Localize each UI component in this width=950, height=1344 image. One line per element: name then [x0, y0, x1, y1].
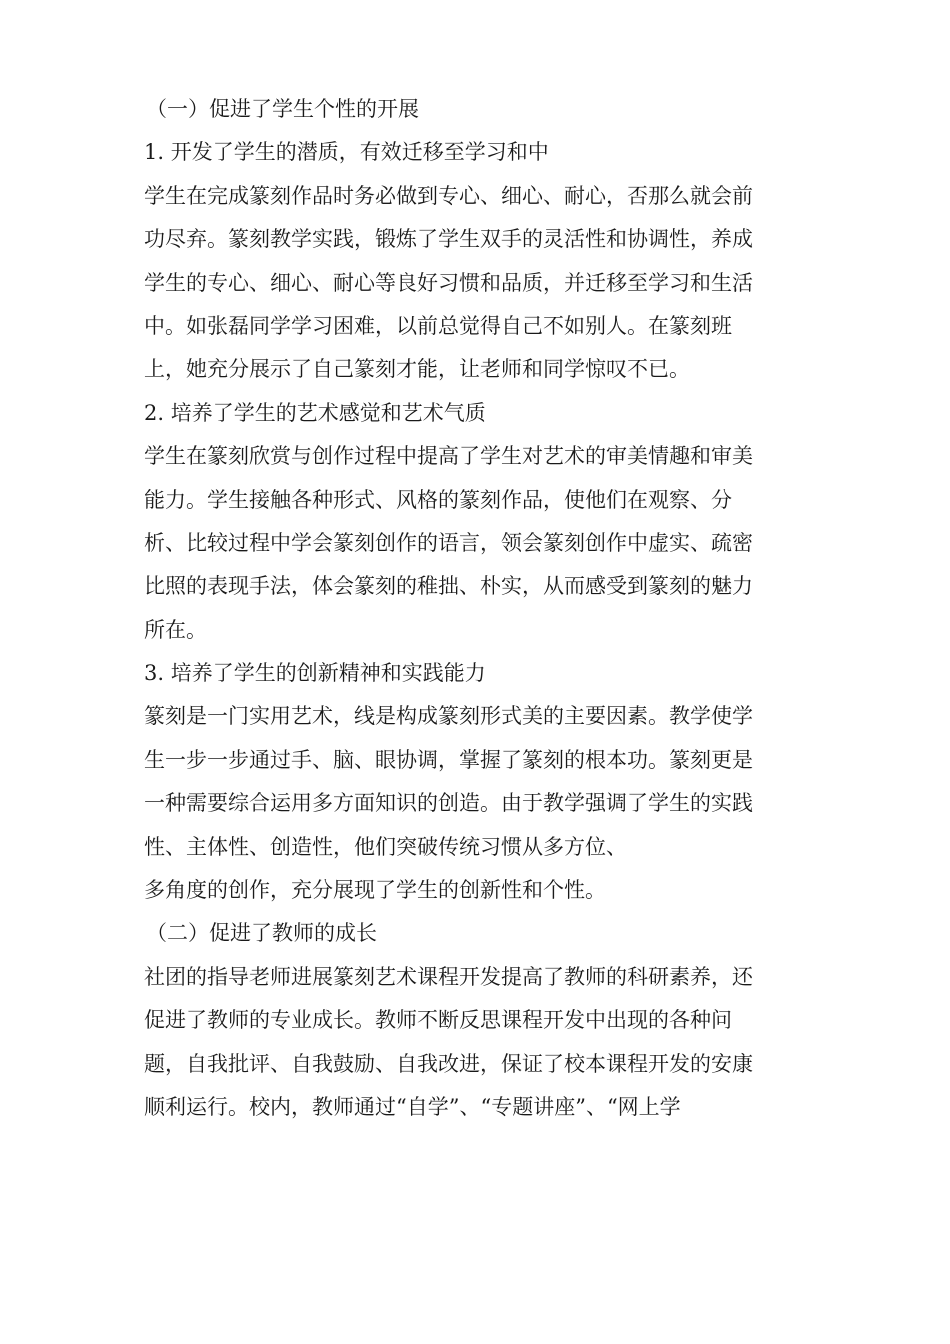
subheading-2: 2. 培养了学生的艺术感觉和艺术气质 — [144, 400, 486, 425]
paragraph-line: 学生在篆刻欣赏与创作过程中提高了学生对艺术的审美情趣和审美 — [144, 444, 753, 469]
paragraph-line: 能力。学生接触各种形式、风格的篆刻作品，使他们在观察、分 — [144, 487, 732, 512]
paragraph-line: 比照的表现手法，体会篆刻的稚拙、朴实，从而感受到篆刻的魅力 — [144, 574, 753, 599]
paragraph-line: 学生在完成篆刻作品时务必做到专心、细心、耐心，否那么就会前 — [144, 183, 753, 208]
paragraph-line: 顺利运行。校内，教师通过“自学”、“专题讲座”、“网上学 — [144, 1094, 681, 1119]
paragraph-line: 上，她充分展示了自己篆刻才能，让老师和同学惊叹不已。 — [144, 357, 690, 382]
paragraph-line: 中。如张磊同学学习困难，以前总觉得自己不如别人。在篆刻班 — [144, 313, 732, 338]
paragraph-line: 题，自我批评、自我鼓励、自我改进，保证了校本课程开发的安康 — [144, 1051, 753, 1076]
paragraph-line: 篆刻是一门实用艺术，线是构成篆刻形式美的主要因素。教学使学 — [144, 704, 753, 729]
paragraph-line: 生一步一步通过手、脑、眼协调，掌握了篆刻的根本功。篆刻更是 — [144, 747, 753, 772]
document-body — [144, 88, 804, 1129]
subheading-3: 3. 培养了学生的创新精神和实践能力 — [144, 661, 486, 686]
paragraph-line: 学生的专心、细心、耐心等良好习惯和品质，并迁移至学习和生活 — [144, 270, 753, 295]
paragraph-line: 促进了教师的专业成长。教师不断反思课程开发中出现的各种问 — [144, 1008, 732, 1033]
paragraph-line: 性、主体性、创造性，他们突破传统习惯从多方位、 — [144, 834, 627, 859]
section-heading-1: （一）促进了学生个性的开展 — [146, 97, 419, 121]
subheading-1: 1. 开发了学生的潜质，有效迁移至学习和中 — [144, 140, 549, 165]
paragraph-line: 一种需要综合运用多方面知识的创造。由于教学强调了学生的实践 — [144, 791, 753, 816]
paragraph-line: 多角度的创作，充分展现了学生的创新性和个性。 — [144, 878, 606, 903]
paragraph-line: 社团的指导老师进展篆刻艺术课程开发提高了教师的科研素养，还 — [144, 964, 753, 989]
section-heading-2: （二）促进了教师的成长 — [146, 921, 377, 946]
paragraph-line: 所在。 — [144, 617, 207, 642]
paragraph-line: 功尽弃。篆刻教学实践，锻炼了学生双手的灵活性和协调性，养成 — [144, 227, 753, 252]
paragraph-line: 析、比较过程中学会篆刻创作的语言，领会篆刻创作中虚实、疏密 — [144, 530, 753, 555]
